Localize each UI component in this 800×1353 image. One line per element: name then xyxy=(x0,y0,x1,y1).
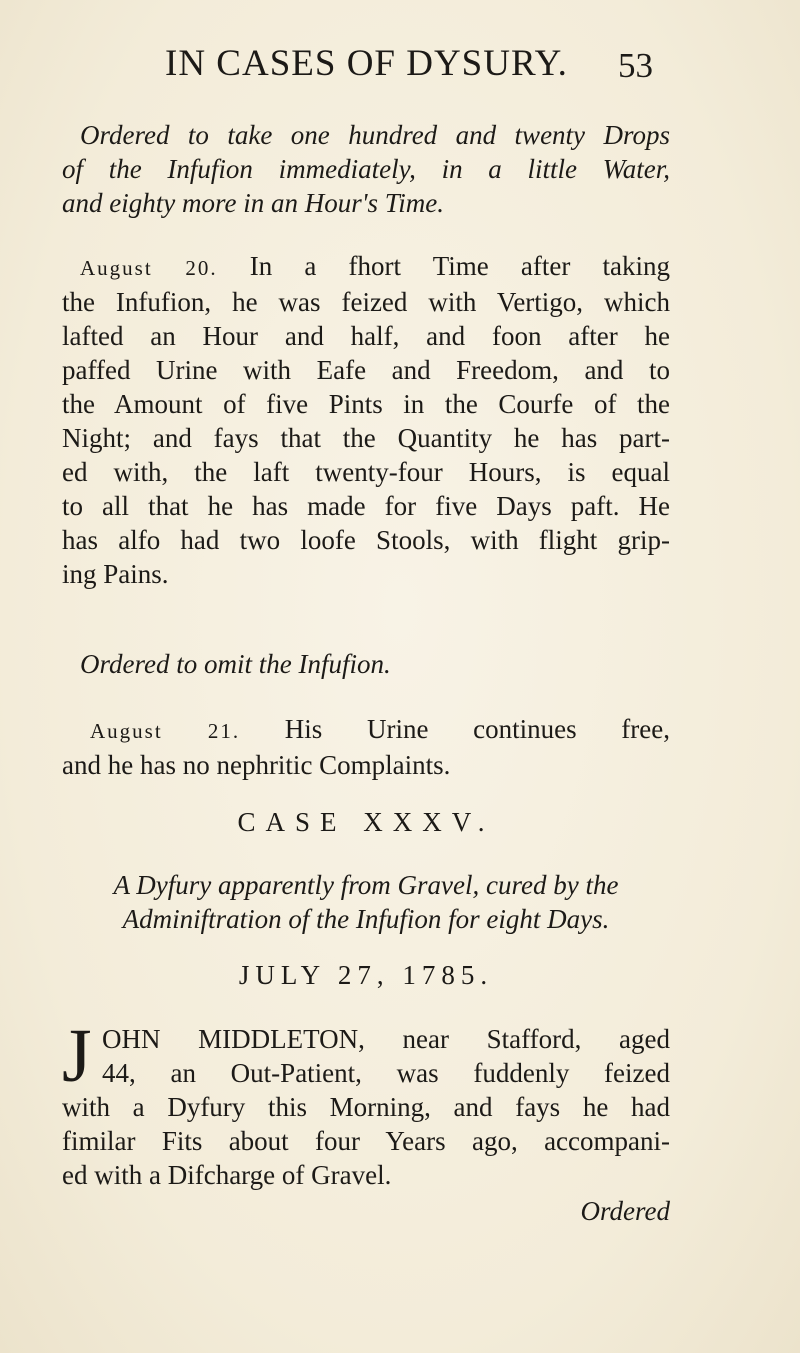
text-line: the Amount of five Pints in the Courfe of the xyxy=(62,389,670,419)
running-head: IN CASES OF DYSURY. xyxy=(165,43,568,84)
text-line: and he has no nephritic Complaints. xyxy=(62,750,451,780)
text-line: Adminiftration of the Infufion for eight Days. xyxy=(122,904,610,934)
text-line: In a fhort Time after taking xyxy=(249,251,670,281)
text-line: Night; and fays that the Quantity he has part- xyxy=(62,423,670,453)
drop-cap: J xyxy=(62,1014,92,1098)
text-line: to all that he has made for five Days paft. He xyxy=(62,491,670,521)
text-line: the Infufion, he was feized with Vertigo, which xyxy=(62,287,670,317)
date-line: JULY 27, 1785. xyxy=(238,960,494,990)
text-line: ed with a Difcharge of Gravel. xyxy=(62,1160,392,1190)
text-line: of the Infufion immediately, in a little Water, xyxy=(62,154,670,184)
page-number: 53 xyxy=(618,46,653,85)
case-paragraph xyxy=(62,1014,670,1192)
text-line: OHN MIDDLETON, near Stafford, aged xyxy=(102,1024,670,1054)
entry-date: August 21. xyxy=(90,719,241,743)
entry-august-21 xyxy=(62,712,670,782)
catchword: Ordered xyxy=(580,1196,670,1226)
text-line: ing Pains. xyxy=(62,559,169,589)
entry-date: August 20. xyxy=(80,256,218,280)
text-line: with a Dyfury this Morning, and fays he had xyxy=(62,1092,670,1122)
text-line: and eighty more in an Hour's Time. xyxy=(62,188,445,218)
text-line: lafted an Hour and half, and foon after he xyxy=(62,321,670,351)
text-line: paffed Urine with Eafe and Freedom, and to xyxy=(62,355,670,385)
order-paragraph-1 xyxy=(62,118,670,220)
entry-august-20 xyxy=(62,249,670,591)
text-line: His Urine continues free, xyxy=(284,714,670,744)
text-line: 44, an Out-Patient, was fuddenly feized xyxy=(102,1058,670,1088)
text-line: Ordered to take one hundred and twenty Drops xyxy=(80,120,670,150)
text-line: A Dyfury apparently from Gravel, cured by the xyxy=(113,870,619,900)
order-paragraph-2: Ordered to omit the Infufion. xyxy=(80,649,391,679)
case-heading: CASE XXXV. xyxy=(237,807,495,837)
text-line: has alfo had two loofe Stools, with flight grip- xyxy=(62,525,670,555)
text-line: ed with, the laft twenty-four Hours, is equal xyxy=(62,457,670,487)
case-title xyxy=(62,868,670,936)
text-line: fimilar Fits about four Years ago, accompani- xyxy=(62,1126,670,1156)
